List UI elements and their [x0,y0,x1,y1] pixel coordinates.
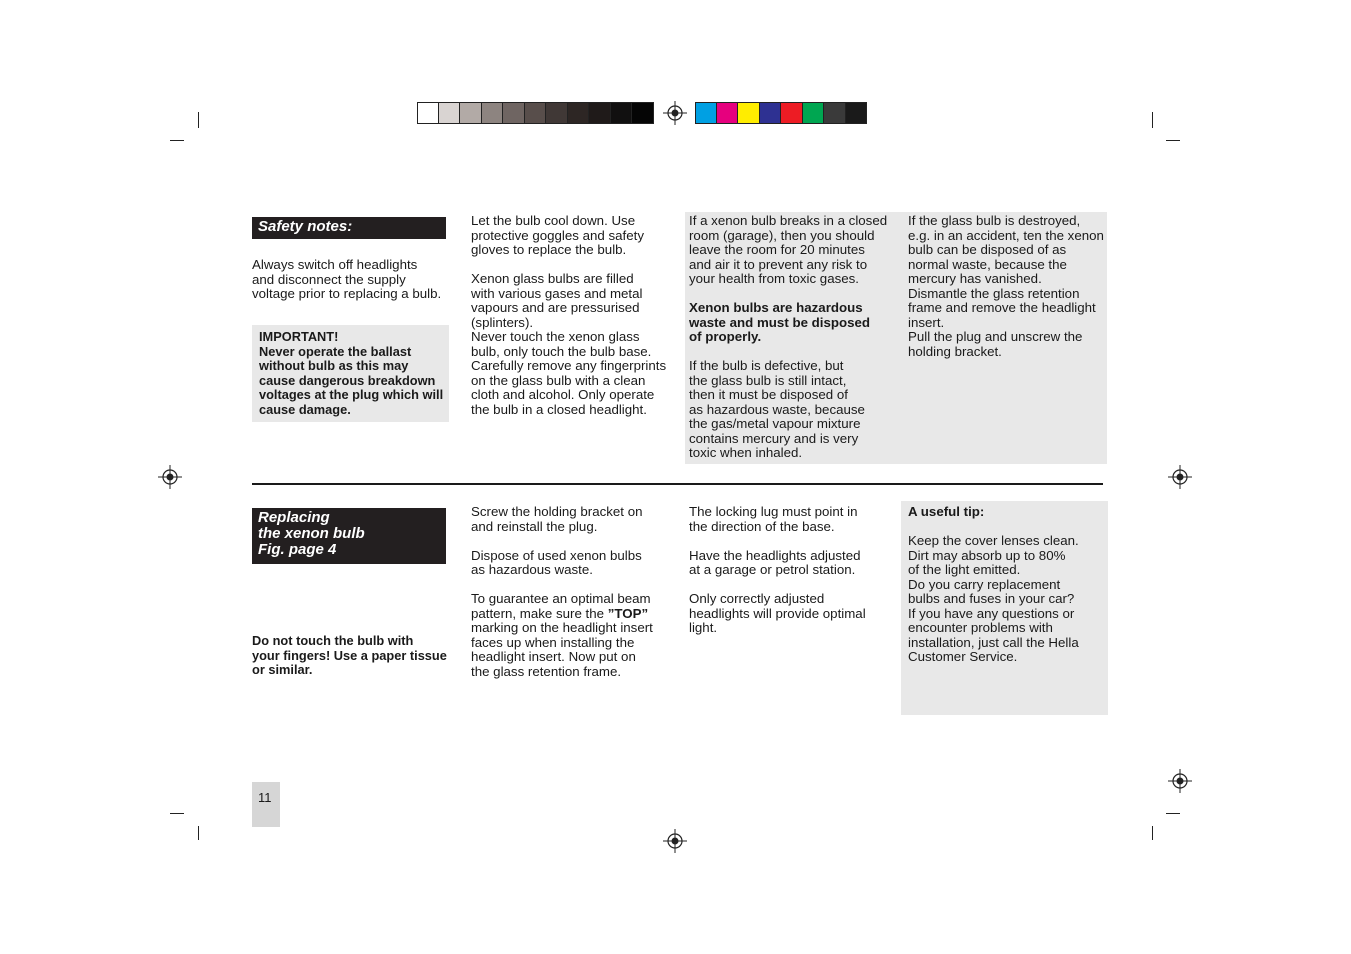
gray-swatch [611,102,633,124]
handling-note-paragraph: Do not touch the bulb with your fingers! Use a paper tissue or similar. [252,633,447,677]
section2-column-2 [471,505,676,679]
important-paragraph: IMPORTANT! Never operate the ballast without bulb as this may cause dangerous breakdown voltages at the plug which will cause damage. [259,329,444,417]
gray-swatch [546,102,568,124]
crop-mark [170,140,184,141]
color-swatch [781,102,803,124]
crop-mark [1152,112,1153,128]
gray-swatch [417,102,439,124]
crop-mark [198,826,199,840]
paragraph: Only correctly adjusted headlights will provide optimal light. [689,591,866,635]
gray-swatch [460,102,482,124]
paragraph: Screw the holding bracket on and reinstall the plug. [471,504,643,534]
text-run: marking on the headlight insert faces up when installing the headlight insert. Now put on the glass retention frame. [471,620,653,679]
registration-target-icon [663,829,687,853]
gray-swatch [525,102,547,124]
hazard-warning-paragraph: Xenon bulbs are hazardous waste and must be disposed of properly. [689,300,871,344]
section1-column-4 [908,214,1108,359]
gray-calibration-bar [417,102,654,124]
color-swatch [824,102,846,124]
color-swatch [717,102,739,124]
color-swatch [846,102,868,124]
registration-target-icon [158,465,182,489]
crop-mark [198,112,199,128]
gray-swatch [632,102,654,124]
gray-swatch [482,102,504,124]
section-divider [252,483,1103,485]
top-marking-label: ”TOP” [607,605,649,621]
section-heading-replacing-xenon-bulb: Replacing the xenon bulb Fig. page 4 [252,508,446,564]
paragraph: If the glass bulb is destroyed, e.g. in an accident, ten the xenon bulb can be disposed of as normal waste, because the mercury has vanished. Dismantle the glass retention frame and remove the headlight insert. Pull the plug and unscrew the holding bracket. [908,213,1104,359]
paragraph: Dispose of used xenon bulbs as hazardous waste. [471,547,642,577]
color-swatch [695,102,717,124]
paragraph: If the bulb is defective, but the glass bulb is still intact, then it must be disposed of as hazardous waste, because the gas/metal vapour mixture contains mercury and is very toxic when inhaled. [689,358,865,460]
registration-target-icon [1168,465,1192,489]
safety-intro-paragraph: Always switch off headlights and disconnect the supply voltage prior to replacing a bulb. [252,257,442,301]
paragraph: If a xenon bulb breaks in a closed room (garage), then you should leave the room for 20 minutes and air it to prevent any risk to your health from toxic gases. [689,213,888,286]
section2-column-3 [689,505,894,636]
safety-intro-text [252,258,452,302]
crop-mark [1152,826,1153,840]
color-swatch [738,102,760,124]
useful-tip-title: A useful tip: [908,504,985,519]
handling-note [252,634,457,678]
color-calibration-bar [695,102,867,124]
page-number: 11 [252,782,280,827]
important-text [259,330,449,417]
paragraph: Have the headlights adjusted at a garage or petrol station. [689,547,861,577]
color-swatch [760,102,782,124]
gray-swatch [503,102,525,124]
gray-swatch [568,102,590,124]
section-heading-safety-notes: Safety notes: [252,217,446,239]
useful-tip-text: Keep the cover lenses clean. Dirt may absorb up to 80% of the light emitted. Do you carry replacement bulbs and fuses in your car? If you have any questions or encounter problems with installation, just call the Hella Customer Service. [908,533,1079,664]
useful-tip-content [908,505,1106,665]
gray-swatch [589,102,611,124]
paragraph: Xenon glass bulbs are filled with various gases and metal vapours and are pressurised (splinters). Never touch the xenon glass bulb, only touch the bulb base. Carefully remove any fingerprints on the glass bulb with a clean cloth and alcohol. Only operate the bulb in a closed headlight. [471,271,667,417]
section1-column-3 [689,214,894,461]
paragraph [471,592,676,679]
crop-mark [1166,813,1180,814]
text-run: To guarantee an optimal beam pattern, make sure the [471,591,651,621]
gray-swatch [439,102,461,124]
registration-target-icon [1168,769,1192,793]
paragraph: The locking lug must point in the direction of the base. [689,504,858,534]
section1-column-2 [471,214,676,417]
color-swatch [803,102,825,124]
crop-mark [1166,140,1180,141]
crop-mark [170,813,184,814]
registration-target-icon [663,101,687,125]
paragraph: Let the bulb cool down. Use protective goggles and safety gloves to replace the bulb. [471,213,644,257]
